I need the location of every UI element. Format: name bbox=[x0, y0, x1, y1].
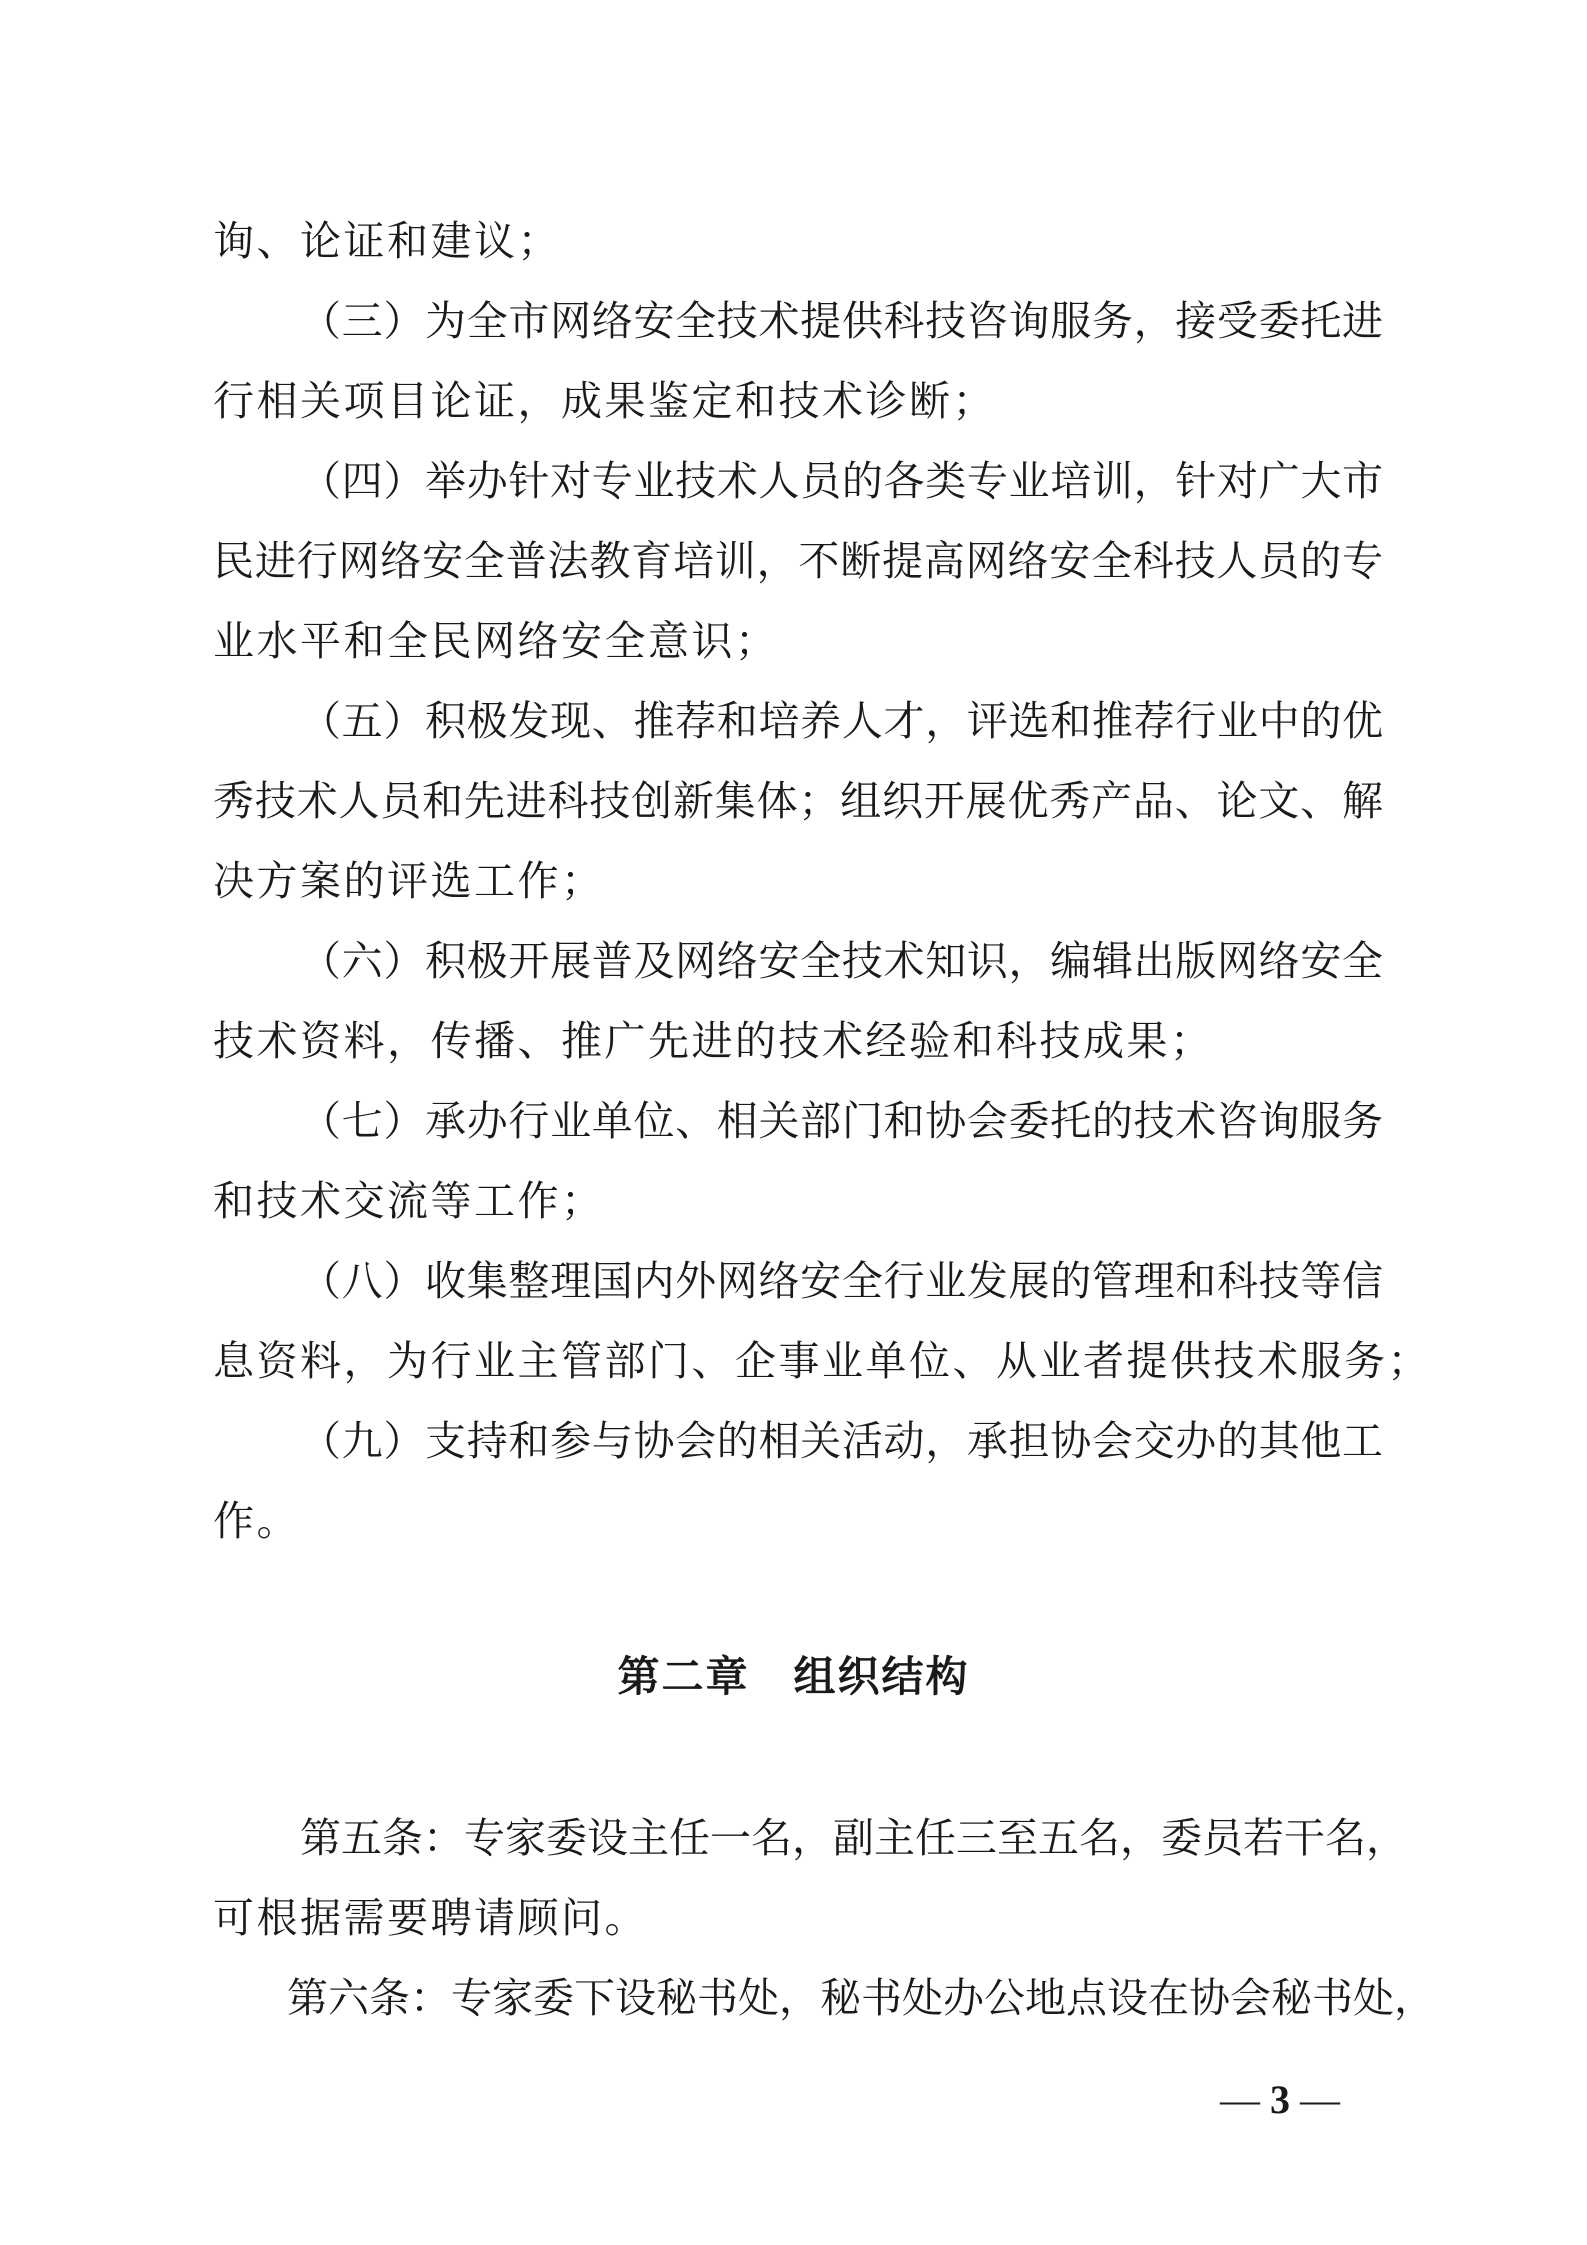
paragraph-line: 和技术交流等工作； bbox=[213, 1177, 605, 1225]
paragraph-line: 询、论证和建议； bbox=[213, 217, 561, 265]
article-5-line: 第五条：专家委设主任一名，副主任三至五名，委员若干名， bbox=[300, 1814, 1407, 1862]
paragraph-line: 息资料，为行业主管部门、企事业单位、从业者提供技术服务； bbox=[213, 1337, 1431, 1385]
paragraph-line: （五）积极发现、推荐和培养人才，评选和推荐行业中的优 bbox=[300, 697, 1383, 745]
paragraph-line: （八）收集整理国内外网络安全行业发展的管理和科技等信 bbox=[300, 1257, 1383, 1305]
paragraph-line: 作。 bbox=[213, 1497, 300, 1545]
paragraph-line: 民进行网络安全普法教育培训，不断提高网络安全科技人员的专 bbox=[213, 537, 1383, 585]
paragraph-line: 决方案的评选工作； bbox=[213, 857, 605, 905]
paragraph-line: 行相关项目论证，成果鉴定和技术诊断； bbox=[213, 377, 996, 425]
paragraph-line: （四）举办针对专业技术人员的各类专业培训，针对广大市 bbox=[300, 457, 1383, 505]
page-number-value: 3 bbox=[1270, 2077, 1290, 2122]
article-5-line: 可根据需要聘请顾问。 bbox=[213, 1894, 648, 1942]
chapter-heading: 第二章 组织结构 bbox=[617, 1652, 970, 1701]
paragraph-line: （三）为全市网络安全技术提供科技咨询服务，接受委托进 bbox=[300, 297, 1383, 345]
page-number-dash-left: — bbox=[1220, 2077, 1260, 2122]
paragraph-line: （六）积极开展普及网络安全技术知识，编辑出版网络安全 bbox=[300, 937, 1383, 985]
article-6-line: 第六条：专家委下设秘书处，秘书处办公地点设在协会秘书处， bbox=[287, 1974, 1435, 2022]
page-number bbox=[1200, 2075, 1360, 2125]
paragraph-line: 秀技术人员和先进科技创新集体；组织开展优秀产品、论文、解 bbox=[213, 777, 1383, 825]
page-number-dash-right: — bbox=[1300, 2077, 1340, 2122]
paragraph-line: 技术资料，传播、推广先进的技术经验和科技成果； bbox=[213, 1017, 1214, 1065]
paragraph-line: （九）支持和参与协会的相关活动，承担协会交办的其他工 bbox=[300, 1417, 1383, 1465]
paragraph-line: 业水平和全民网络安全意识； bbox=[213, 617, 779, 665]
paragraph-line: （七）承办行业单位、相关部门和协会委托的技术咨询服务 bbox=[300, 1097, 1383, 1145]
